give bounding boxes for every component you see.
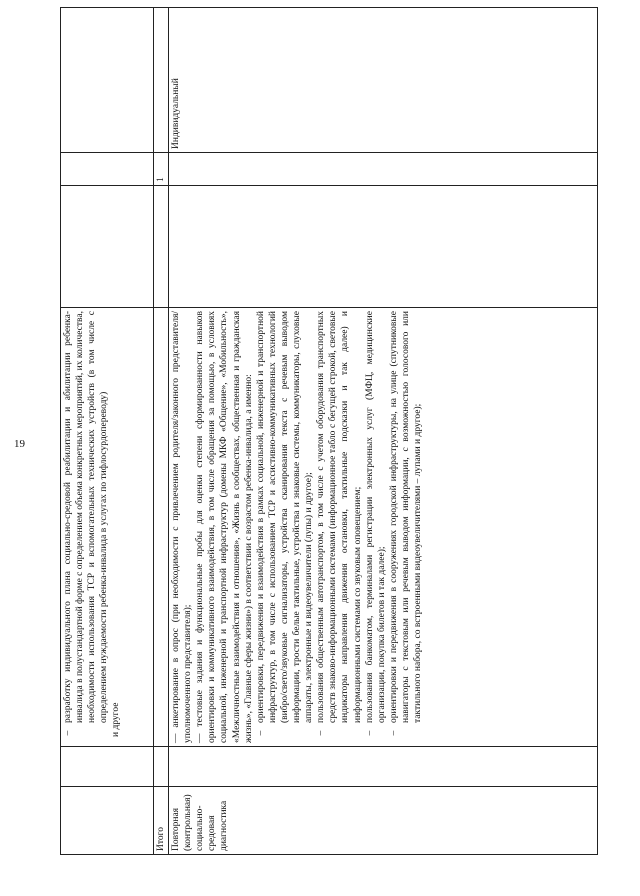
total-label: Итого [154,787,169,855]
empty-cell [154,308,169,747]
section-cell [61,787,154,855]
list-item: – разработку индивидуального плана социально-средовой реабилитации и абилитации ребенка-инвалида в полустандартной форме с определением объема конкретных мероприятий, их количества, необходимости использования ТСР и вспомогательных технических устройств (в том числе с определением нуждаемости ребенка-инвалида в услугах по тифлосурдопереводу) [63,311,110,736]
empty-cell [154,8,169,153]
empty-cell [154,747,169,787]
list-item: – пользования общественным автотранспортом, в том числе с учетом оборудования транспортных средств знаково-информационными системами (информационное табло с бегущей строкой, световые индикаторы направления движения остановки, тактильные подсказки и так далее) и информационными системами со звуковым оповещением; [316,311,363,736]
form-cell: Индивидуальный [169,8,598,153]
section-cell: Повторная (контрольная) социально-средовая диагностика [169,787,598,855]
empty-cell [61,186,154,308]
paragraph: — тестовые задания и функциональные пробы для оценки степени сформированности навыков ориентировки и коммуникативного взаимодействия, в том числе обращения за помощью, в условиях социальной, инженерной и транспортной инфраструктур (домены МКФ «Общение», «Мобильность», «Межличностные взаимодействия и отношения», «Жизнь в сообществах, общественная и гражданская жизнь», «Главные сферы жизни») в соответствии с возрастом ребенка-инвалида, а именно: [195,311,254,743]
list-item: – ориентировки и передвижения в сооружениях городской инфраструктуры, на улице (спутниковые навигаторы с текстовым или речевым выводом информации, с возможностью голосового или тактильного набора, со встроенными видеоувеличителями – лупами и другое); [388,311,423,736]
table-row [154,8,169,855]
form-cell [61,8,154,153]
rotated-table-page [60,50,603,855]
total-mark: 1 [154,153,169,186]
list-item: – пользования банкоматом, терминалами регистрации электронных услуг (МФЦ, медицинские организации, покупка билетов и так далее); [364,311,387,736]
mark-cell [61,153,154,186]
table-row [61,8,154,855]
content-cell [169,308,598,747]
empty-cell [169,747,598,787]
content-cell [61,308,154,747]
list-item: – ориентировки, передвижения и взаимодействия в рамках социальной, инженерной и транспортной инфраструктур, в том числе с использованием ТСР и ассистивно-коммуникативных технологий (вибро/свето/звуковые сигнализаторы, устройства сканирования текста с речевым выводом информации, трости белые тактильные, устройства и знаковые системы, коммуникаторы, слуховые аппараты, электронные и видеоувеличители (лупы) и другое); [255,311,315,736]
paragraph: — анкетирование в опрос (при необходимости с привлечением родителя/законного представителя/уполномоченного представителя); [171,311,194,743]
table-row [169,8,598,855]
empty-cell [169,186,598,308]
empty-cell [154,186,169,308]
continuation-text: и другое [111,702,122,737]
page-number: 19 [14,438,25,450]
rehab-plan-table [60,7,598,855]
empty-cell [61,747,154,787]
mark-cell [169,153,598,186]
